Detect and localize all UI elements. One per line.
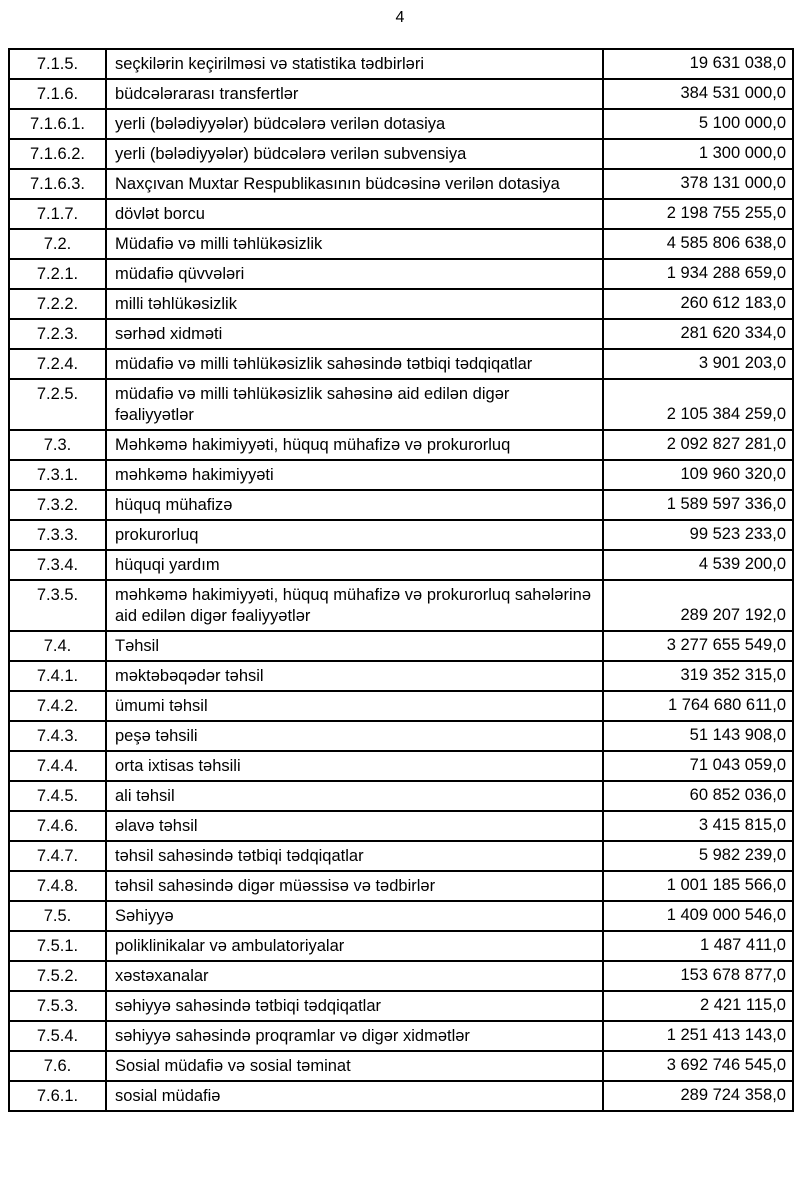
- table-row: [9, 841, 793, 871]
- row-code: 7.4.4.: [9, 751, 106, 781]
- row-amount: 289 724 358,0: [603, 1081, 793, 1111]
- row-label: sərhəd xidməti: [106, 319, 603, 349]
- row-code: 7.2.: [9, 229, 106, 259]
- page-number: 4: [395, 9, 405, 26]
- row-code: 7.1.6.2.: [9, 139, 106, 169]
- row-amount: 71 043 059,0: [603, 751, 793, 781]
- row-code: 7.2.1.: [9, 259, 106, 289]
- row-label: milli təhlükəsizlik: [106, 289, 603, 319]
- table-row: [9, 229, 793, 259]
- row-amount: 4 585 806 638,0: [603, 229, 793, 259]
- row-label: təhsil sahəsində tətbiqi tədqiqatlar: [106, 841, 603, 871]
- row-amount: 3 692 746 545,0: [603, 1051, 793, 1081]
- row-code: 7.4.3.: [9, 721, 106, 751]
- row-label: hüquqi yardım: [106, 550, 603, 580]
- budget-table: [8, 48, 794, 1112]
- row-amount: 153 678 877,0: [603, 961, 793, 991]
- table-row: [9, 520, 793, 550]
- row-label: xəstəxanalar: [106, 961, 603, 991]
- row-amount: 1 589 597 336,0: [603, 490, 793, 520]
- row-amount: 99 523 233,0: [603, 520, 793, 550]
- row-amount: 2 198 755 255,0: [603, 199, 793, 229]
- table-row: [9, 550, 793, 580]
- row-amount: 2 092 827 281,0: [603, 430, 793, 460]
- table-row: [9, 289, 793, 319]
- row-label: ümumi təhsil: [106, 691, 603, 721]
- budget-table-body: [9, 49, 793, 1111]
- table-row: [9, 79, 793, 109]
- row-code: 7.4.8.: [9, 871, 106, 901]
- table-row: [9, 961, 793, 991]
- row-label: səhiyyə sahəsində tətbiqi tədqiqatlar: [106, 991, 603, 1021]
- table-row: [9, 379, 793, 430]
- row-label: yerli (bələdiyyələr) büdcələrə verilən subvensiya: [106, 139, 603, 169]
- table-row: [9, 721, 793, 751]
- table-row: [9, 1021, 793, 1051]
- row-label: müdafiə və milli təhlükəsizlik sahəsinə aid edilən digər fəaliyyətlər: [106, 379, 603, 430]
- row-label: Səhiyyə: [106, 901, 603, 931]
- row-code: 7.2.3.: [9, 319, 106, 349]
- row-amount: 1 001 185 566,0: [603, 871, 793, 901]
- table-row: [9, 991, 793, 1021]
- row-amount: 2 105 384 259,0: [603, 379, 793, 430]
- row-label: müdafiə və milli təhlükəsizlik sahəsində tətbiqi tədqiqatlar: [106, 349, 603, 379]
- row-label: təhsil sahəsində digər müəssisə və tədbirlər: [106, 871, 603, 901]
- table-row: [9, 490, 793, 520]
- row-label: məhkəmə hakimiyyəti, hüquq mühafizə və prokurorluq sahələrinə aid edilən digər fəaliyyətlər: [106, 580, 603, 631]
- row-code: 7.4.1.: [9, 661, 106, 691]
- table-row: [9, 199, 793, 229]
- row-label: orta ixtisas təhsili: [106, 751, 603, 781]
- row-amount: 5 982 239,0: [603, 841, 793, 871]
- row-amount: 5 100 000,0: [603, 109, 793, 139]
- table-row: [9, 259, 793, 289]
- row-code: 7.5.: [9, 901, 106, 931]
- row-code: 7.5.3.: [9, 991, 106, 1021]
- row-code: 7.2.4.: [9, 349, 106, 379]
- table-row: [9, 109, 793, 139]
- row-code: 7.3.5.: [9, 580, 106, 631]
- row-code: 7.6.: [9, 1051, 106, 1081]
- row-code: 7.4.7.: [9, 841, 106, 871]
- table-row: [9, 139, 793, 169]
- table-row: [9, 811, 793, 841]
- row-label: yerli (bələdiyyələr) büdcələrə verilən dotasiya: [106, 109, 603, 139]
- row-amount: 289 207 192,0: [603, 580, 793, 631]
- row-label: peşə təhsili: [106, 721, 603, 751]
- row-code: 7.6.1.: [9, 1081, 106, 1111]
- row-code: 7.4.2.: [9, 691, 106, 721]
- table-row: [9, 430, 793, 460]
- row-label: məktəbəqədər təhsil: [106, 661, 603, 691]
- table-row: [9, 871, 793, 901]
- row-label: dövlət borcu: [106, 199, 603, 229]
- row-label: Məhkəmə hakimiyyəti, hüquq mühafizə və prokurorluq: [106, 430, 603, 460]
- row-label: büdcələrarası transfertlər: [106, 79, 603, 109]
- row-amount: 1 487 411,0: [603, 931, 793, 961]
- row-label: məhkəmə hakimiyyəti: [106, 460, 603, 490]
- row-label: Sosial müdafiə və sosial təminat: [106, 1051, 603, 1081]
- table-row: [9, 751, 793, 781]
- row-code: 7.3.1.: [9, 460, 106, 490]
- table-row: [9, 580, 793, 631]
- row-amount: 378 131 000,0: [603, 169, 793, 199]
- table-row: [9, 631, 793, 661]
- row-amount: 281 620 334,0: [603, 319, 793, 349]
- row-label: hüquq mühafizə: [106, 490, 603, 520]
- row-code: 7.5.1.: [9, 931, 106, 961]
- row-label: Təhsil: [106, 631, 603, 661]
- row-code: 7.1.7.: [9, 199, 106, 229]
- row-code: 7.4.5.: [9, 781, 106, 811]
- table-row: [9, 781, 793, 811]
- row-label: əlavə təhsil: [106, 811, 603, 841]
- row-amount: 1 251 413 143,0: [603, 1021, 793, 1051]
- row-amount: 384 531 000,0: [603, 79, 793, 109]
- table-row: [9, 691, 793, 721]
- row-code: 7.2.5.: [9, 379, 106, 430]
- table-row: [9, 661, 793, 691]
- row-amount: 51 143 908,0: [603, 721, 793, 751]
- table-row: [9, 49, 793, 79]
- row-amount: 109 960 320,0: [603, 460, 793, 490]
- row-code: 7.3.2.: [9, 490, 106, 520]
- table-row: [9, 460, 793, 490]
- row-amount: 1 409 000 546,0: [603, 901, 793, 931]
- row-amount: 4 539 200,0: [603, 550, 793, 580]
- row-label: müdafiə qüvvələri: [106, 259, 603, 289]
- row-code: 7.1.6.1.: [9, 109, 106, 139]
- row-amount: 260 612 183,0: [603, 289, 793, 319]
- row-code: 7.5.4.: [9, 1021, 106, 1051]
- row-label: Naxçıvan Muxtar Respublikasının büdcəsinə verilən dotasiya: [106, 169, 603, 199]
- table-row: [9, 1051, 793, 1081]
- table-row: [9, 901, 793, 931]
- table-row: [9, 319, 793, 349]
- row-amount: 1 300 000,0: [603, 139, 793, 169]
- table-row: [9, 931, 793, 961]
- row-amount: 60 852 036,0: [603, 781, 793, 811]
- row-label: səhiyyə sahəsində proqramlar və digər xidmətlər: [106, 1021, 603, 1051]
- row-amount: 1 764 680 611,0: [603, 691, 793, 721]
- row-code: 7.4.: [9, 631, 106, 661]
- row-code: 7.1.5.: [9, 49, 106, 79]
- row-code: 7.3.: [9, 430, 106, 460]
- row-amount: 3 901 203,0: [603, 349, 793, 379]
- row-code: 7.3.4.: [9, 550, 106, 580]
- row-amount: 3 277 655 549,0: [603, 631, 793, 661]
- row-code: 7.1.6.: [9, 79, 106, 109]
- row-code: 7.5.2.: [9, 961, 106, 991]
- row-label: ali təhsil: [106, 781, 603, 811]
- row-label: seçkilərin keçirilməsi və statistika tədbirləri: [106, 49, 603, 79]
- table-row: [9, 169, 793, 199]
- row-label: prokurorluq: [106, 520, 603, 550]
- row-code: 7.3.3.: [9, 520, 106, 550]
- row-amount: 2 421 115,0: [603, 991, 793, 1021]
- row-label: poliklinikalar və ambulatoriyalar: [106, 931, 603, 961]
- row-code: 7.4.6.: [9, 811, 106, 841]
- row-code: 7.2.2.: [9, 289, 106, 319]
- row-label: Müdafiə və milli təhlükəsizlik: [106, 229, 603, 259]
- table-row: [9, 1081, 793, 1111]
- table-row: [9, 349, 793, 379]
- row-label: sosial müdafiə: [106, 1081, 603, 1111]
- row-amount: 3 415 815,0: [603, 811, 793, 841]
- row-amount: 319 352 315,0: [603, 661, 793, 691]
- row-amount: 1 934 288 659,0: [603, 259, 793, 289]
- row-amount: 19 631 038,0: [603, 49, 793, 79]
- row-code: 7.1.6.3.: [9, 169, 106, 199]
